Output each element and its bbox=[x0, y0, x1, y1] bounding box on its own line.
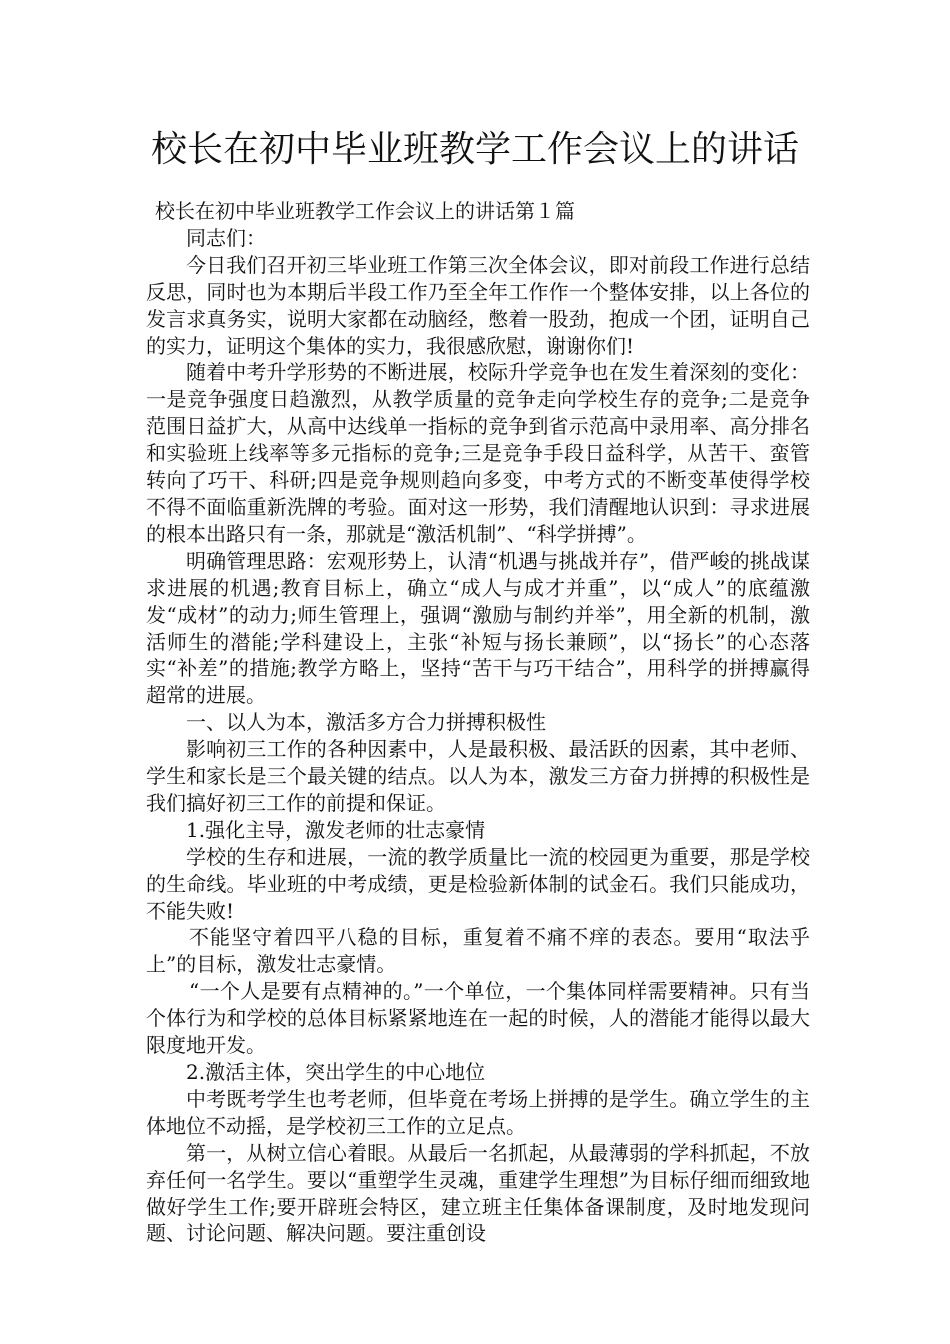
section-heading: 一、以人为本，激活多方合力拼搏积极性 bbox=[186, 710, 546, 735]
paragraph: 影响初三工作的各种因素中，人是最积极、最活跃的因素，其中老师、学生和家长是三个最关键的结点。以人为本，激发三方奋力拼搏的积极性是我们搞好初三工作的前提和保证。 bbox=[146, 737, 810, 815]
paragraph: 随着中考升学形势的不断进展，校际升学竞争也在发生着深刻的变化：一是竞争强度日趋激烈，从教学质量的竞争走向学校生存的竞争;二是竞争范围日益扩大，从高中达线单一指标的竞争到省示范高中录用率、高分排名和实验班上线率等多元指标的竞争;三是竞争手段日益科学，从苦干、蛮管转向了巧干、科研;四是竞争规则趋向多变，中考方式的不断变革使得学校不得不面临重新洗牌的考验。面对这一形势，我们清醒地认识到：寻求进展的根本出路只有一条，那就是“激活机制”、“科学拼搏”。 bbox=[146, 360, 810, 546]
subsection-heading: 2.激活主体，突出学生的中心地位 bbox=[186, 1060, 486, 1084]
salutation: 同志们： bbox=[186, 225, 266, 250]
paragraph: 今日我们召开初三毕业班工作第三次全体会议，即对前段工作进行总结反思，同时也为本期后半段工作乃至全年工作作一个整体安排，以上各位的发言求真务实，说明大家都在动脑经，憋着一股劲，抱成一个团，证明自己的实力，证明这个集体的实力，我很感欣慰，谢谢你们! bbox=[146, 252, 810, 358]
document-title: 校长在初中毕业班教学工作会议上的讲话 bbox=[150, 129, 799, 170]
paragraph: 中考既考学生也考老师，但毕竟在考场上拼搏的是学生。确立学生的主体地位不动摇，是学校初三工作的立足点。 bbox=[146, 1086, 810, 1138]
paragraph: 不能坚守着四平八稳的目标，重复着不痛不痒的表态。要用“取法乎上”的目标，激发壮志豪情。 bbox=[146, 925, 810, 977]
paragraph: 明确管理思路：宏观形势上，认清“机遇与挑战并存”，借严峻的挑战谋求进展的机遇;教育目标上，确立“成人与成才并重”，以“成人”的底蕴激发“成材”的动力;师生管理上，强调“激励与制约并举”，用全新的机制，激活师生的潜能;学科建设上，主张“补短与扬长兼顾”，以“扬长”的心态落实“补差”的措施;教学方略上，坚持“苦干与巧干结合”，用科学的拼搏赢得超常的进展。 bbox=[146, 548, 810, 708]
paragraph: 第一，从树立信心着眼。从最后一名抓起，从最薄弱的学科抓起，不放弃任何一名学生。要以“重塑学生灵魂，重建学生理想”为目标仔细而细致地做好学生工作;要开辟班会特区，建立班主任集体备课制度，及时地发现问题、讨论问题、解决问题。要注重创设 bbox=[146, 1140, 810, 1246]
document-subtitle: 校长在初中毕业班教学工作会议上的讲话第１篇 bbox=[155, 199, 575, 223]
paragraph: 学校的生存和进展，一流的教学质量比一流的校园更为重要，那是学校的生命线。毕业班的中考成绩，更是检验新体制的试金石。我们只能成功，不能失败! bbox=[146, 844, 810, 923]
document-body bbox=[146, 198, 810, 1247]
subsection-heading: 1.强化主导，激发老师的壮志豪情 bbox=[186, 817, 486, 842]
paragraph: “一个人是要有点精神的。”一个单位，一个集体同样需要精神。只有当个体行为和学校的总体目标紧紧地连在一起的时候，人的潜能才能得以最大限度地开发。 bbox=[146, 979, 810, 1058]
